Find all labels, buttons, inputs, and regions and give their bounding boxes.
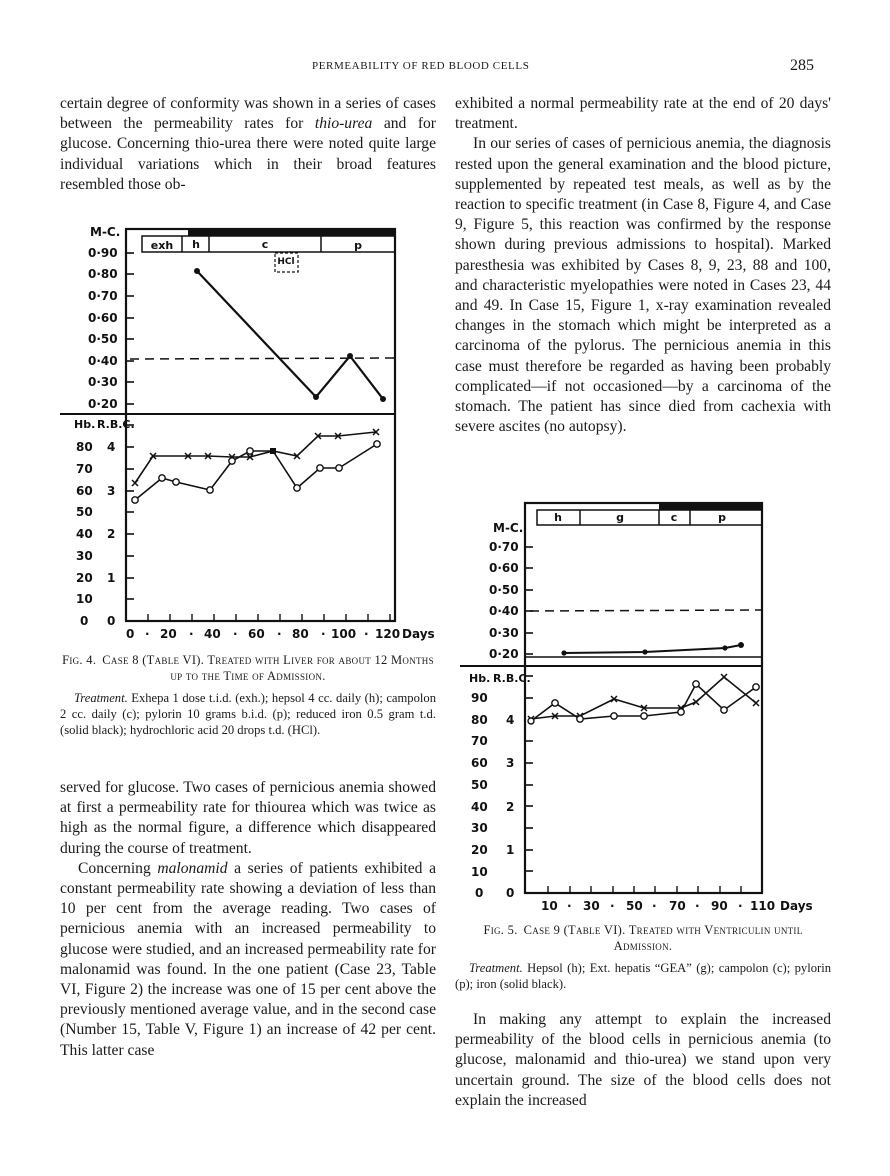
svg-text:80: 80	[471, 713, 488, 727]
paragraph: In making any attempt to explain the increased permeability of the blood cells in pernicious anemia (to glucose, malonamid and thio-urea) we stand upon very uncertain ground. The size of the blood cells does not explain the increased	[455, 1011, 831, 1109]
svg-text:M-C.: M-C.	[90, 225, 121, 239]
svg-text:10: 10	[76, 592, 93, 606]
figure-5-label: Fig. 5.	[483, 923, 518, 937]
svg-text:10: 10	[541, 899, 558, 913]
svg-text:20: 20	[160, 627, 177, 641]
figure-4-treatment: Exhepa 1 dose t.i.d. (exh.); hepsol 4 cc. daily (h); campolon 2 cc. daily (c); pylorin 10 grams b.i.d. (p); reduced iron 0.5 gram t.d. (solid black); hydrochloric acid 20 drops t.d. (HCl).	[60, 691, 436, 737]
svg-text:30: 30	[471, 821, 488, 835]
svg-text:0·70: 0·70	[489, 540, 519, 554]
svg-text:3: 3	[107, 484, 116, 498]
svg-text:1: 1	[506, 843, 515, 857]
svg-text:10: 10	[471, 865, 488, 879]
svg-text:90: 90	[471, 691, 488, 705]
treatment-label: Treatment.	[469, 961, 523, 975]
figure-4-label: Fig. 4.	[62, 653, 97, 667]
paragraph: exhibited a normal permeability rate at the end of 20 days' treatment.	[455, 95, 831, 133]
svg-text:0·70: 0·70	[88, 289, 118, 303]
svg-text:h: h	[192, 238, 200, 251]
svg-text:100: 100	[331, 627, 357, 641]
svg-text:120: 120	[375, 627, 401, 641]
svg-text:·: ·	[189, 627, 194, 641]
paragraph: Concerning malonamid a series of patients exhibited a constant permeability rate showing a deviation of less than 10 per cent from the average reading. Two cases of pernicious anemia with an increased permeability to glucose were studied, and an increased permeability rate for malonamid was found. In the one patient (Case 23, Table VI, Figure 2) the increase was one of 15 per cent above the previously mentioned average value, and in the second case (Number 15, Table V, Figure 1) an increase of 42 per cent. This latter case	[60, 859, 436, 1059]
svg-text:110: 110	[750, 899, 776, 913]
paragraph: certain degree of conformity was shown in a series of cases between the permeability rates for thio-urea and for glucose. Concerning thio-urea there were noted quite large individual variations which in their broad features resembled those ob-	[60, 95, 436, 193]
svg-text:2: 2	[107, 527, 116, 541]
svg-text:R.B.C.: R.B.C.	[97, 418, 135, 431]
svg-text:70: 70	[669, 899, 686, 913]
svg-text:·: ·	[277, 627, 282, 641]
svg-text:50: 50	[76, 505, 93, 519]
svg-text:HCl: HCl	[277, 257, 295, 267]
svg-text:20: 20	[471, 843, 488, 857]
svg-text:0: 0	[475, 886, 484, 900]
running-header	[0, 57, 890, 80]
svg-text:30: 30	[583, 899, 600, 913]
svg-text:c: c	[670, 511, 678, 524]
svg-text:60: 60	[248, 627, 265, 641]
svg-text:0·40: 0·40	[489, 604, 519, 618]
svg-text:80: 80	[292, 627, 309, 641]
svg-text:·: ·	[321, 627, 326, 641]
running-title: PERMEABILITY OF RED BLOOD CELLS	[312, 60, 530, 72]
figure-5-title: Case 9 (Table VI). Treated with Ventriculin until Admission.	[523, 923, 803, 953]
svg-text:3: 3	[506, 756, 515, 770]
svg-text:60: 60	[76, 484, 93, 498]
svg-text:R.B.C.: R.B.C.	[493, 672, 531, 685]
svg-text:·: ·	[652, 899, 657, 913]
right-column-top	[455, 94, 831, 437]
svg-text:0·20: 0·20	[88, 397, 118, 411]
italic-term: thio-urea	[314, 115, 373, 133]
svg-text:0·40: 0·40	[88, 354, 118, 368]
svg-text:0·30: 0·30	[489, 626, 519, 640]
right-column-bottom	[455, 1010, 831, 1111]
figure-5-treatment: Hepsol (h); Ext. hepatis “GEA” (g); campolon (c); pylorin (p); iron (solid black).	[455, 961, 831, 991]
svg-text:0·50: 0·50	[88, 332, 118, 346]
svg-text:0: 0	[126, 627, 135, 641]
svg-text:Hb.: Hb.	[74, 418, 96, 431]
svg-text:h: h	[554, 511, 562, 524]
svg-text:g: g	[616, 511, 624, 524]
svg-text:50: 50	[471, 778, 488, 792]
svg-text:·: ·	[364, 627, 369, 641]
svg-text:c: c	[261, 238, 269, 251]
svg-text:0·50: 0·50	[489, 583, 519, 597]
paragraph: In our series of cases of pernicious anemia, the diagnosis rested upon the general examination and the blood picture, supplemented by repeated test meals, as well as by the reaction to specific treatment (in Case 8, Figure 4, and Case 9, Figure 5, this reaction was confirmed by the response shown during previous admissions to hospital). Marked paresthesia was exhibited by Cases 8, 9, 23, 88 and 100, and characteristic myelopathies were noted in Cases 23, 44 and 49. In Case 15, Figure 1, x-ray examination revealed changes in the stomach which might be interpreted as a carcinoma of the pylorus. The pernicious anemia in this case must therefore be regarded as having been probably complicated—if not occasioned—by a carcinoma of the stomach. The patient has since died from cachexia with severe ascites (no autopsy).	[455, 135, 831, 436]
paragraph: served for glucose. Two cases of pernicious anemia showed at first a permeability rate for thiourea which was twice as high as the normal figure, a difference which disappeared during the course of treatment.	[60, 779, 436, 857]
svg-text:·: ·	[610, 899, 615, 913]
svg-text:20: 20	[76, 571, 93, 585]
svg-text:0·60: 0·60	[88, 311, 118, 325]
italic-term: malonamid	[157, 859, 228, 877]
svg-text:1: 1	[107, 571, 116, 585]
svg-text:80: 80	[76, 440, 93, 454]
svg-text:p: p	[354, 239, 362, 252]
svg-text:30: 30	[76, 549, 93, 563]
svg-text:p: p	[718, 511, 726, 524]
figure-5-caption	[455, 922, 831, 992]
svg-text:Days: Days	[402, 627, 435, 641]
svg-text:40: 40	[471, 800, 488, 814]
svg-text:70: 70	[471, 734, 488, 748]
svg-text:40: 40	[76, 527, 93, 541]
figure-4-caption	[60, 652, 436, 738]
svg-text:4: 4	[506, 713, 515, 727]
svg-text:90: 90	[711, 899, 728, 913]
svg-text:Days: Days	[780, 899, 813, 913]
svg-text:Hb.: Hb.	[469, 672, 491, 685]
left-column-bottom	[60, 778, 436, 1061]
svg-text:0·20: 0·20	[489, 647, 519, 661]
svg-text:·: ·	[695, 899, 700, 913]
svg-text:2: 2	[506, 800, 515, 814]
svg-text:0·30: 0·30	[88, 375, 118, 389]
svg-text:0·90: 0·90	[88, 246, 118, 260]
svg-text:M-C.: M-C.	[493, 521, 524, 535]
svg-text:40: 40	[204, 627, 221, 641]
svg-text:·: ·	[145, 627, 150, 641]
svg-text:60: 60	[471, 756, 488, 770]
svg-text:·: ·	[567, 899, 572, 913]
svg-text:50: 50	[626, 899, 643, 913]
svg-text:0·80: 0·80	[88, 267, 118, 281]
page-number: 285	[790, 57, 814, 74]
svg-text:70: 70	[76, 462, 93, 476]
svg-text:0·60: 0·60	[489, 561, 519, 575]
svg-text:0: 0	[506, 886, 515, 900]
svg-text:0: 0	[80, 614, 89, 628]
svg-text:·: ·	[738, 899, 743, 913]
figure-4-title: Case 8 (Table VI). Treated with Liver for about 12 Months up to the Time of Admission.	[102, 653, 434, 683]
svg-text:0: 0	[107, 614, 116, 628]
svg-text:·: ·	[233, 627, 238, 641]
treatment-label: Treatment.	[74, 691, 128, 705]
svg-text:4: 4	[107, 440, 116, 454]
svg-text:exh: exh	[150, 239, 174, 252]
left-column-top	[60, 94, 436, 195]
figure-5-chart	[460, 495, 840, 915]
figure-4-chart	[60, 220, 440, 650]
